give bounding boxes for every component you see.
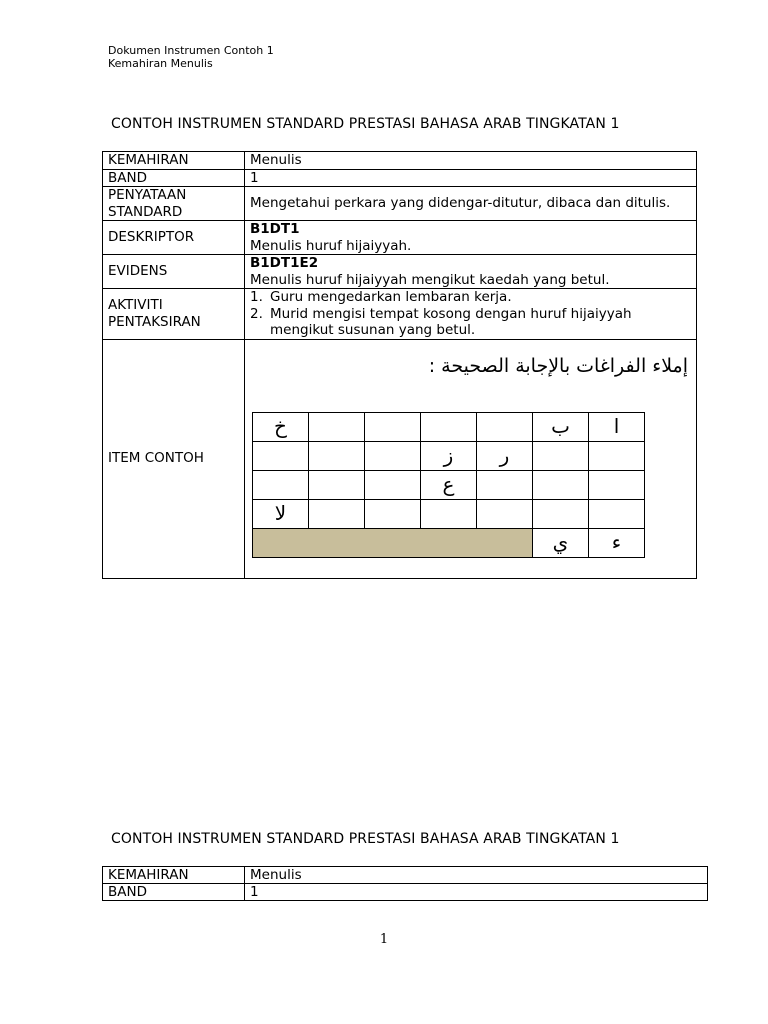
label-penyataan-line1: PENYATAAN — [108, 187, 187, 203]
label-item-contoh: ITEM CONTOH — [103, 339, 245, 578]
grid-row — [253, 528, 645, 557]
label-band-2: BAND — [103, 884, 245, 901]
value-evidens — [245, 255, 697, 289]
grid-cell — [477, 412, 533, 441]
grid-row — [253, 412, 645, 441]
evidens-code: B1DT1E2 — [250, 255, 319, 271]
grid-cell — [421, 499, 477, 528]
row-deskriptor — [103, 221, 697, 255]
grid-cell: ب — [533, 412, 589, 441]
list-item-number: 1. — [250, 289, 263, 305]
grid-cell — [477, 499, 533, 528]
grid-cell — [253, 470, 309, 499]
instrument-table-2 — [102, 866, 708, 901]
row-item-contoh — [103, 339, 697, 578]
section-title: CONTOH INSTRUMEN STANDARD PRESTASI BAHASA ARAB TINGKATAN 1 — [111, 116, 620, 132]
label-band: BAND — [103, 169, 245, 187]
value-kemahiran: Menulis — [245, 152, 697, 170]
aktiviti-list — [250, 289, 691, 339]
grid-row — [253, 499, 645, 528]
grid-cell: ز — [421, 441, 477, 470]
grid-cell — [309, 412, 365, 441]
grid-cell — [309, 499, 365, 528]
grid-cell — [533, 470, 589, 499]
grid-cell — [421, 412, 477, 441]
grid-cell — [309, 470, 365, 499]
grid-cell: ا — [589, 412, 645, 441]
grid-cell — [253, 441, 309, 470]
row-aktiviti — [103, 289, 697, 340]
grid-cell — [365, 412, 421, 441]
list-item-number: 2. — [250, 305, 263, 322]
hijaiyyah-grid — [252, 412, 645, 558]
header-line-1: Dokumen Instrumen Contoh 1 — [108, 44, 274, 57]
value-penyataan: Mengetahui perkara yang didengar-ditutur, dibaca dan ditulis. — [245, 187, 697, 221]
grid-row — [253, 470, 645, 499]
grid-cell — [477, 470, 533, 499]
grid-cell — [589, 499, 645, 528]
row-band — [103, 169, 697, 187]
grid-cell: خ — [253, 412, 309, 441]
grid-cell: ر — [477, 441, 533, 470]
grid-cell — [533, 441, 589, 470]
grid-cell: ء — [589, 528, 645, 557]
document-header — [108, 44, 274, 70]
instrument-table — [102, 151, 697, 579]
label-penyataan — [103, 187, 245, 221]
grid-cell — [309, 441, 365, 470]
row-kemahiran — [103, 152, 697, 170]
label-deskriptor: DESKRIPTOR — [103, 221, 245, 255]
header-line-2: Kemahiran Menulis — [108, 57, 213, 70]
label-penyataan-line2: STANDARD — [108, 203, 183, 220]
grid-cell — [589, 441, 645, 470]
label-kemahiran: KEMAHIRAN — [103, 152, 245, 170]
label-aktiviti — [103, 289, 245, 340]
grid-row — [253, 441, 645, 470]
label-aktiviti-line1: AKTIVITI — [108, 297, 163, 314]
grid-cell — [365, 470, 421, 499]
grid-shaded-cell — [253, 528, 533, 557]
row-band-2 — [103, 884, 708, 901]
value-item-contoh — [245, 339, 697, 578]
value-band: 1 — [245, 169, 697, 187]
grid-cell: ع — [421, 470, 477, 499]
grid-cell: لا — [253, 499, 309, 528]
row-penyataan — [103, 187, 697, 221]
deskriptor-code: B1DT1 — [250, 221, 300, 237]
evidens-text: Menulis huruf hijaiyyah mengikut kaedah yang betul. — [250, 271, 610, 288]
arabic-instruction: إملاء الفراغات بالإجابة الصحيحة : — [428, 354, 688, 377]
label-aktiviti-line2: PENTAKSIRAN — [108, 313, 201, 330]
grid-cell — [365, 499, 421, 528]
list-item — [250, 289, 691, 306]
row-kemahiran-2 — [103, 867, 708, 884]
page-number: 1 — [379, 932, 389, 947]
grid-cell — [365, 441, 421, 470]
value-aktiviti — [245, 289, 697, 340]
deskriptor-text: Menulis huruf hijaiyyah. — [250, 237, 412, 254]
label-evidens: EVIDENS — [103, 255, 245, 289]
list-item — [250, 306, 691, 339]
section-title-2: CONTOH INSTRUMEN STANDARD PRESTASI BAHASA ARAB TINGKATAN 1 — [111, 831, 620, 847]
value-kemahiran-2: Menulis — [245, 867, 708, 884]
list-item-text: Murid mengisi tempat kosong dengan huruf hijaiyyah mengikut susunan yang betul. — [270, 305, 632, 338]
grid-cell: ي — [533, 528, 589, 557]
grid-cell — [589, 470, 645, 499]
row-evidens — [103, 255, 697, 289]
list-item-text: Guru mengedarkan lembaran kerja. — [270, 289, 512, 305]
grid-cell — [533, 499, 589, 528]
label-kemahiran-2: KEMAHIRAN — [103, 867, 245, 884]
value-band-2: 1 — [245, 884, 708, 901]
value-deskriptor — [245, 221, 697, 255]
